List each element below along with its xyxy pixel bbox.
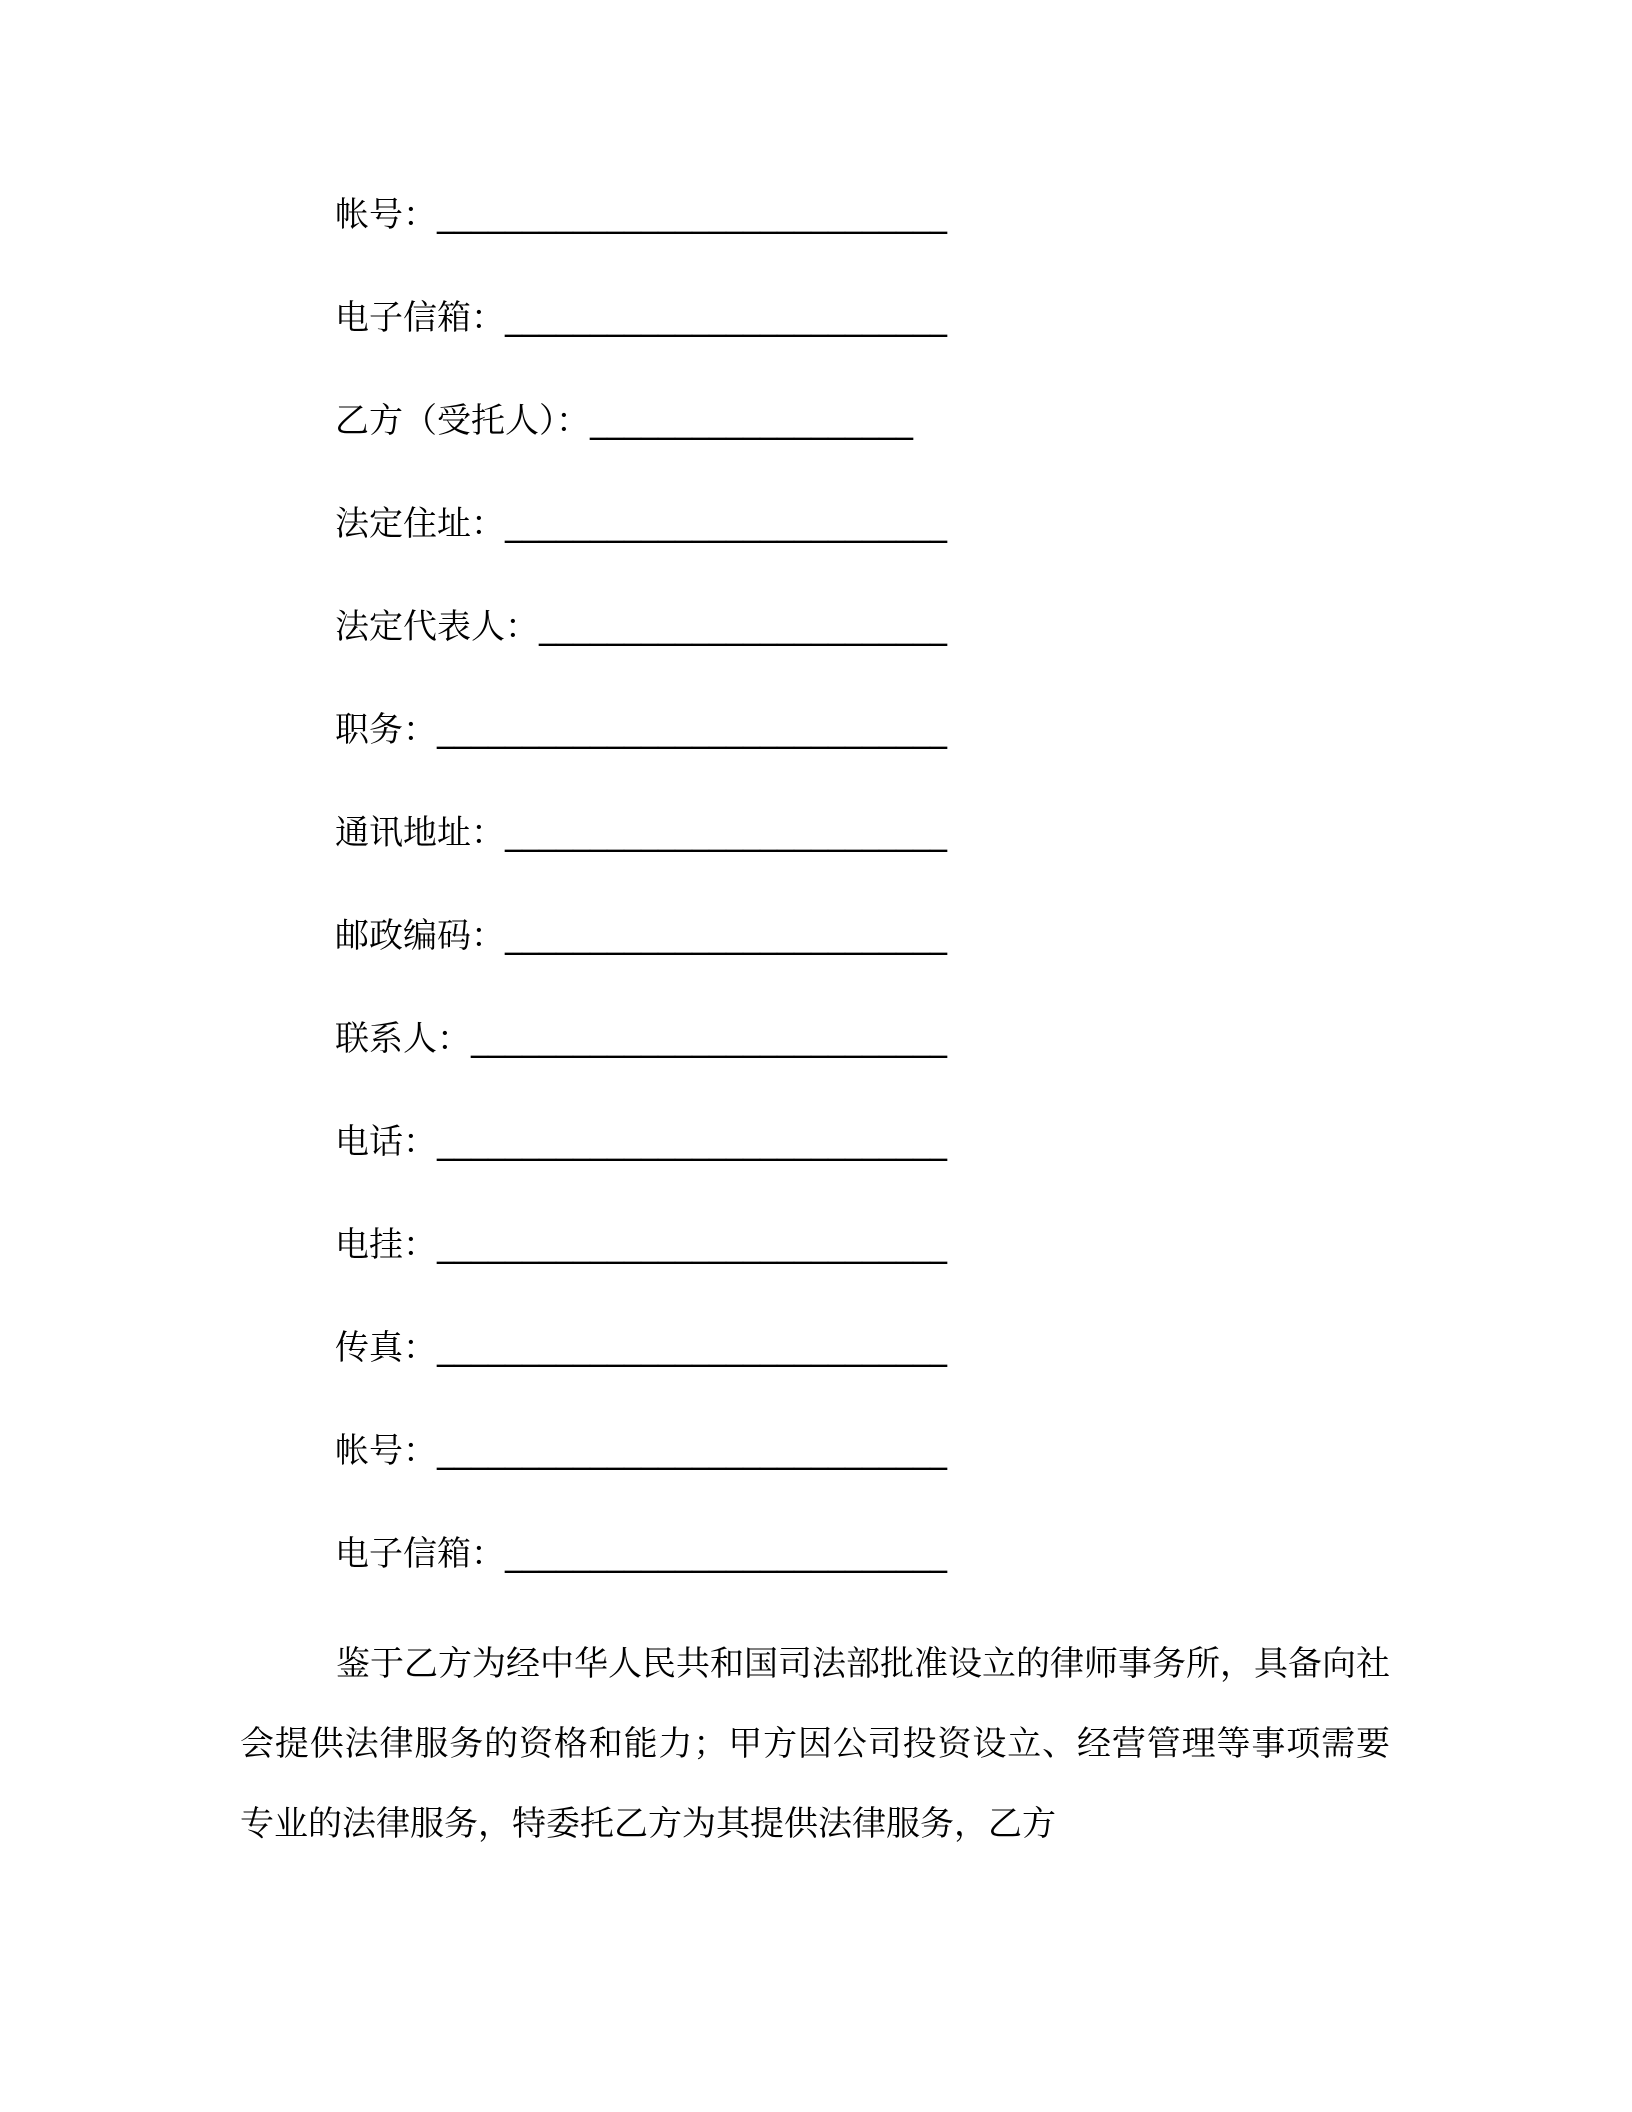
field-label: 电子信箱：: [335, 1534, 505, 1574]
contact-person-field: [335, 1009, 947, 1069]
email-field: [335, 1524, 947, 1584]
field-label: 电挂：: [335, 1225, 437, 1265]
account-field: [335, 185, 947, 245]
body-paragraph: 鉴于乙方为经中华人民共和国司法部批准设立的律师事务所，具备向社会提供法律服务的资格和能力；甲方因公司投资设立、经营管理等事项需要专业的法律服务，特委托乙方为其提供法律服务，乙方: [240, 1644, 1390, 1844]
fill-in-blank[interactable]: ______________________________: [437, 1225, 947, 1265]
fill-in-blank[interactable]: __________________________: [505, 1534, 947, 1574]
fill-in-blank[interactable]: ____________________________: [471, 1019, 947, 1059]
mailing-address-field: [335, 803, 947, 863]
field-label: 邮政编码：: [335, 916, 505, 956]
email-field: [335, 288, 947, 348]
fill-in-blank[interactable]: __________________________: [505, 504, 947, 544]
field-label: 法定住址：: [335, 504, 505, 544]
phone-field: [335, 1112, 947, 1172]
field-label: 帐号：: [335, 195, 437, 235]
field-label: 法定代表人：: [335, 607, 539, 647]
fill-in-blank[interactable]: ______________________________: [437, 710, 947, 750]
fill-in-blank[interactable]: ______________________________: [437, 1328, 947, 1368]
legal-representative-field: [335, 597, 947, 657]
field-label: 乙方（受托人）：: [335, 401, 590, 441]
position-field: [335, 700, 947, 760]
field-label: 电话：: [335, 1122, 437, 1162]
party-b-field: [335, 391, 913, 451]
telegraph-field: [335, 1215, 947, 1275]
field-label: 帐号：: [335, 1431, 437, 1471]
legal-address-field: [335, 494, 947, 554]
field-label: 电子信箱：: [335, 298, 505, 338]
fill-in-blank[interactable]: ______________________________: [437, 1122, 947, 1162]
field-label: 联系人：: [335, 1019, 471, 1059]
fill-in-blank[interactable]: __________________________: [505, 916, 947, 956]
fax-field: [335, 1318, 947, 1378]
postal-code-field: [335, 906, 947, 966]
fill-in-blank[interactable]: ___________________: [590, 401, 913, 441]
fill-in-blank[interactable]: ________________________: [539, 607, 947, 647]
field-label: 通讯地址：: [335, 813, 505, 853]
account-field: [335, 1421, 947, 1481]
fill-in-blank[interactable]: __________________________: [505, 813, 947, 853]
fill-in-blank[interactable]: ______________________________: [437, 195, 947, 235]
fill-in-blank[interactable]: __________________________: [505, 298, 947, 338]
fill-in-blank[interactable]: ______________________________: [437, 1431, 947, 1471]
field-label: 职务：: [335, 710, 437, 750]
field-label: 传真：: [335, 1328, 437, 1368]
